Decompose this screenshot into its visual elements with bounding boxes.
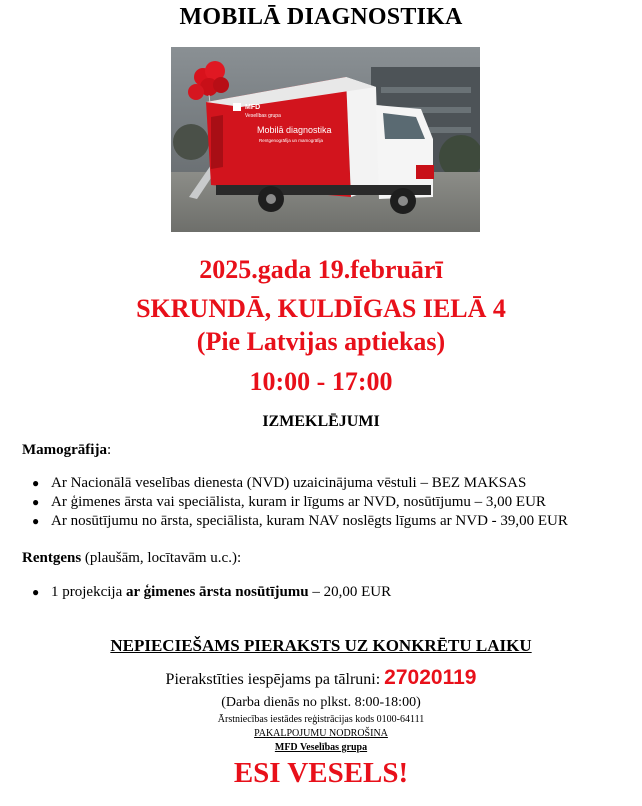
- xray-title: Rentgens: [22, 550, 82, 566]
- list-item-text: Ar ģimenes ārsta vai speciālista, kuram ir līgums ar NVD, nosūtījumu – 3,00 EUR: [51, 494, 546, 510]
- xray-list: [30, 583, 391, 602]
- xray-item-prefix: 1 projekcija: [51, 584, 126, 600]
- list-item: [30, 512, 568, 531]
- working-hours: (Darba dienās no plkst. 8:00-18:00): [221, 695, 421, 710]
- mammography-title: Mamogrāfija: [22, 442, 107, 458]
- truck-photo: [171, 47, 480, 232]
- xray-suffix: (plaušām, locītavām u.c.):: [81, 550, 242, 566]
- registration-code: Ārstniecības iestādes reģistrācijas kods 0100-64111: [217, 714, 425, 725]
- truck-brand-sub: Veselības grupa: [245, 113, 281, 119]
- appointment-notice: NEPIECIEŠAMS PIERAKSTS UZ KONKRĒTU LAIKU: [110, 636, 532, 655]
- truck-side-text: Mobilā diagnostika: [257, 125, 332, 135]
- xray-item-suffix: – 20,00 EUR: [308, 584, 392, 600]
- list-item-text: Ar Nacionālā veselības dienesta (NVD) uzaicinājuma vēstuli – BEZ MAKSAS: [51, 475, 527, 491]
- phone-label: Pierakstīties iespējams pa tālruni:: [165, 671, 385, 688]
- list-item-text: Ar nosūtījumu no ārsta, speciālista, kuram NAV noslēgts līgums ar NVD - 39,00 EUR: [51, 513, 568, 529]
- event-location: SKRUNDĀ, KULDĪGAS IELĀ 4: [136, 294, 506, 323]
- bullet-icon: ●: [32, 476, 40, 490]
- xray-label: [22, 550, 241, 567]
- slogan: ESI VESELS!: [233, 757, 409, 789]
- services-heading: IZMEKLĒJUMI: [262, 413, 380, 430]
- event-location-note: (Pie Latvijas aptiekas): [196, 327, 446, 356]
- bullet-icon: ●: [32, 514, 40, 528]
- bullet-icon: ●: [32, 585, 40, 599]
- event-time: 10:00 - 17:00: [249, 367, 393, 396]
- list-item: [30, 493, 568, 512]
- mammography-suffix: :: [106, 442, 112, 458]
- phone-line: [0, 666, 642, 690]
- list-item: [30, 474, 568, 493]
- list-item: [30, 583, 391, 602]
- mammography-label: [22, 442, 111, 459]
- truck-side-sub: Rentgenogrāfija un mamogrāfija: [259, 138, 324, 143]
- page-title: MOBILĀ DIAGNOSTIKA: [179, 4, 463, 30]
- provided-by: PAKALPOJUMU NODROŠINA: [254, 728, 388, 739]
- phone-number[interactable]: 27020119: [384, 666, 477, 689]
- provider-name: MFD Veselības grupa: [274, 742, 368, 753]
- event-date: 2025.gada 19.februārī: [199, 255, 443, 284]
- mammography-list: [30, 474, 568, 531]
- truck-brand: MFD: [245, 104, 261, 111]
- xray-item-bold: ar ģimenes ārsta nosūtījumu: [125, 584, 309, 600]
- bullet-icon: ●: [32, 495, 40, 509]
